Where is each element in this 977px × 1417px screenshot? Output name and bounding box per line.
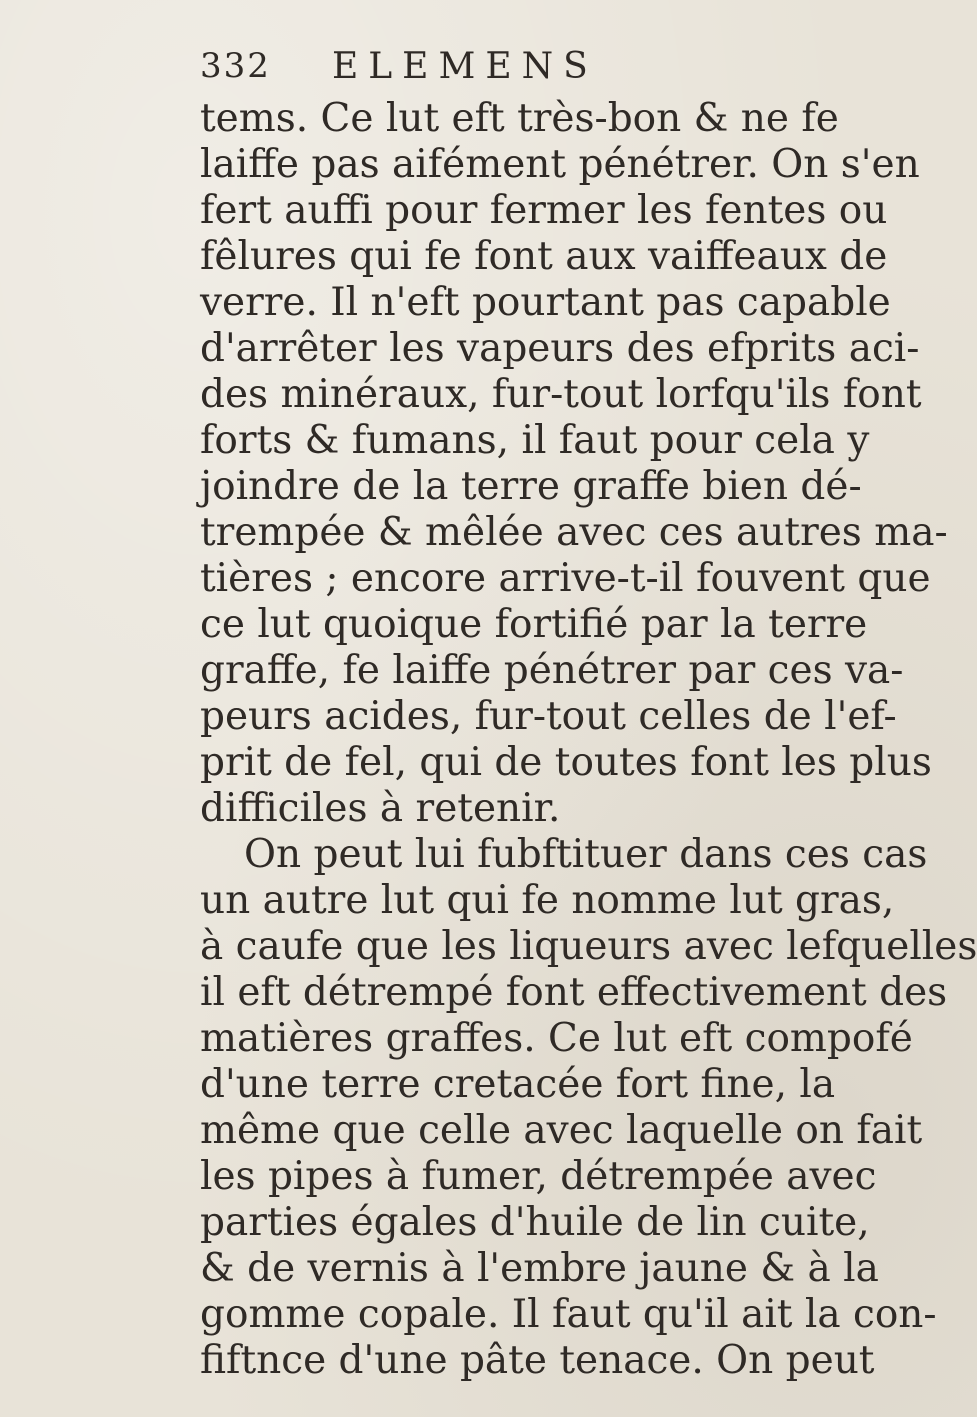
text-line-paragraph-end: difficiles à retenir.: [200, 786, 561, 831]
text-line: tems. Ce lut eft très-bon & ne fe: [200, 96, 839, 141]
text-line: fiftnce d'une pâte tenace. On peut: [200, 1338, 875, 1383]
body-text: [200, 96, 977, 1384]
text-line: prit de fel, qui de toutes font les plus: [200, 740, 932, 785]
text-line: peurs acides, fur-tout celles de l'ef-: [200, 694, 897, 739]
text-line: matières graffes. Ce lut eft compofé: [200, 1016, 913, 1061]
text-line: un autre lut qui fe nomme lut gras,: [200, 878, 895, 923]
text-line: & de vernis à l'embre jaune & à la: [200, 1246, 879, 1291]
text-line: des minéraux, fur-tout lorfqu'ils font: [200, 372, 922, 417]
page-header: [200, 46, 760, 96]
text-line: fêlures qui fe font aux vaiffeaux de: [200, 234, 888, 279]
text-line: trempée & mêlée avec ces autres ma-: [200, 510, 948, 555]
text-line: ce lut quoique fortifié par la terre: [200, 602, 868, 647]
text-line: les pipes à fumer, détrempée avec: [200, 1154, 877, 1199]
text-line: d'arrêter les vapeurs des efprits aci-: [200, 326, 920, 371]
text-line: tières ; encore arrive-t-il fouvent que: [200, 556, 931, 601]
text-line: gomme copale. Il faut qu'il ait la con-: [200, 1292, 937, 1337]
text-line: à caufe que les liqueurs avec lefquelles: [200, 924, 977, 969]
text-line: fert auffi pour fermer les fentes ou: [200, 188, 888, 233]
text-line-paragraph-start: On peut lui fubftituer dans ces cas: [244, 832, 928, 877]
page-number: 332: [200, 46, 271, 86]
text-line: verre. Il n'eft pourtant pas capable: [200, 280, 891, 325]
text-line: d'une terre cretacée fort fine, la: [200, 1062, 836, 1107]
text-line: forts & fumans, il faut pour cela y: [200, 418, 870, 463]
text-line: joindre de la terre graffe bien dé-: [200, 464, 862, 509]
text-line: il eft détrempé font effectivement des: [200, 970, 948, 1015]
text-line: même que celle avec laquelle on fait: [200, 1108, 923, 1153]
text-line: graffe, fe laiffe pénétrer par ces va-: [200, 648, 904, 693]
running-head: ELEMENS: [332, 46, 598, 87]
text-line: laiffe pas aifément pénétrer. On s'en: [200, 142, 920, 187]
text-line: parties égales d'huile de lin cuite,: [200, 1200, 870, 1245]
